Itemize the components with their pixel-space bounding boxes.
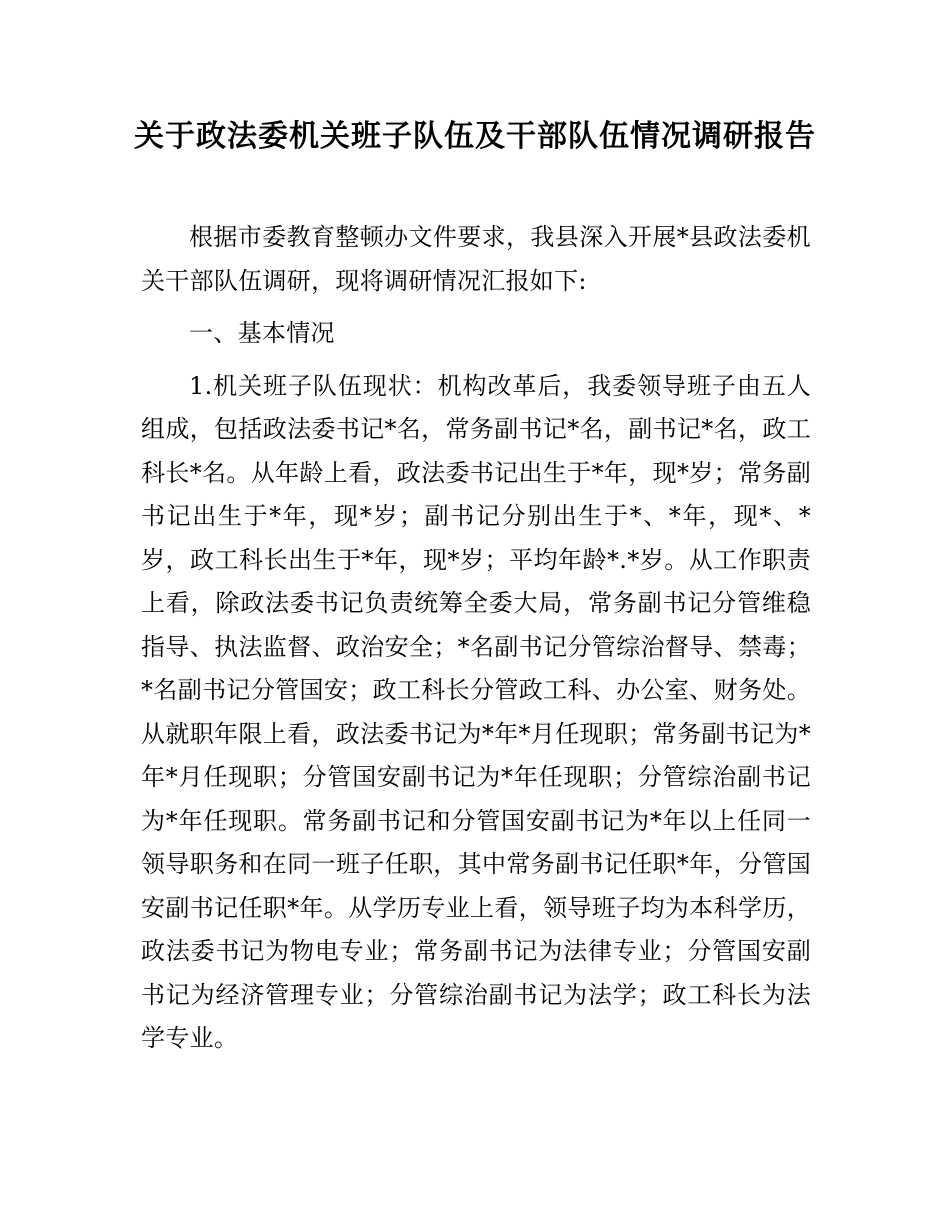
intro-paragraph: 根据市委教育整顿办文件要求，我县深入开展*县政法委机关干部队伍调研，现将调研情况汇报如下: [141, 223, 811, 295]
section-heading-basic-situation: 一、基本情况 [189, 319, 335, 347]
paragraph-leadership-status: 1.机关班子队伍现状：机构改革后，我委领导班子由五人组成，包括政法委书记*名，常务副书记*名，副书记*名，政工科长*名。从年龄上看，政法委书记出生于*年，现*岁；常务副书记出生于*年，现*岁；副书记分别出生于*、*年，现*、*岁，政工科长出生于*年，现*岁；平均年龄*.*岁。从工作职责上看，除政法委书记负责统筹全委大局，常务副书记分管维稳指导、执法监督、政治安全；*名副书记分管综治督导、禁毒；*名副书记分管国安；政工科长分管政工科、办公室、财务处。从就职年限上看，政法委书记为*年*月任现职；常务副书记为*年*月任现职；分管国安副书记为*年任现职；分管综治副书记为*年任现职。常务副书记和分管国安副书记为*年以上任同一领导职务和在同一班子任职，其中常务副书记任职*年，分管国安副书记任职*年。从学历专业上看，领导班子均为本科学历，政法委书记为物电专业；常务副书记为法律专业；分管国安副书记为经济管理专业；分管综治副书记为法学；政工科长为法学专业。 [141, 371, 811, 1052]
document-body [141, 216, 811, 1061]
document-title: 关于政法委机关班子队伍及干部队伍情况调研报告 [134, 119, 816, 154]
